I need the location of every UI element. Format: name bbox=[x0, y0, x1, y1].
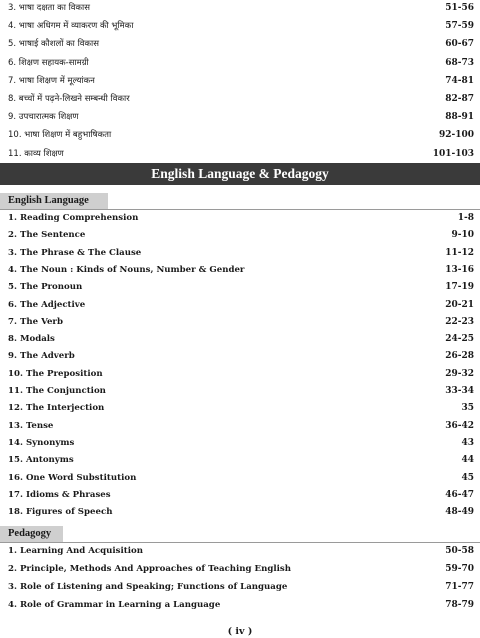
toc-entry bbox=[0, 146, 480, 162]
toc-entry bbox=[0, 543, 480, 559]
toc-entry-title: 4. The Noun : Kinds of Nouns, Number & Gender bbox=[8, 264, 245, 275]
toc-entry-title: 1. Reading Comprehension bbox=[8, 213, 139, 223]
toc-entry-title: 5. भाषाई कौशलों का विकास bbox=[8, 39, 99, 50]
toc-entry-pages: 33-34 bbox=[445, 386, 474, 396]
toc-entry-pages: 11-12 bbox=[445, 247, 474, 258]
toc-entry bbox=[0, 348, 480, 364]
toc-entry bbox=[0, 314, 480, 330]
toc-entry bbox=[0, 279, 480, 295]
toc-entry bbox=[0, 331, 480, 347]
toc-entry-pages: 9-10 bbox=[451, 230, 474, 241]
toc-entry-pages: 45 bbox=[461, 472, 474, 483]
toc-entry bbox=[0, 0, 480, 16]
toc-entry-pages: 101-103 bbox=[432, 148, 474, 159]
toc-entry-title: 11. काव्य शिक्षण bbox=[8, 148, 64, 159]
toc-entry-title: 13. Tense bbox=[8, 420, 54, 431]
toc-entry-pages: 20-21 bbox=[445, 299, 474, 310]
english-language-heading: English Language bbox=[0, 193, 108, 209]
toc-entry-title: 6. शिक्षण सहायक-सामग्री bbox=[8, 57, 89, 68]
toc-entry-pages: 46-47 bbox=[445, 489, 474, 500]
toc-entry-title: 2. Principle, Methods And Approaches of Teaching English bbox=[8, 564, 291, 575]
toc-entry-pages: 82-87 bbox=[445, 94, 474, 104]
toc-entry-title: 3. The Phrase & The Clause bbox=[8, 247, 142, 258]
toc-entry-pages: 50-58 bbox=[445, 546, 474, 556]
page-number-footer: ( iv ) bbox=[227, 626, 253, 637]
toc-entry-pages: 88-91 bbox=[445, 112, 474, 123]
toc-entry bbox=[0, 383, 480, 399]
toc-entry bbox=[0, 400, 480, 416]
toc-entry-title: 2. The Sentence bbox=[8, 230, 86, 241]
toc-entry-title: 14. Synonyms bbox=[8, 437, 75, 448]
toc-entry-title: 9. The Adverb bbox=[8, 351, 75, 362]
pedagogy-heading: Pedagogy bbox=[0, 526, 63, 542]
toc-entry-pages: 13-16 bbox=[445, 264, 474, 275]
toc-entry-title: 8. Modals bbox=[8, 334, 55, 345]
toc-entry-pages: 48-49 bbox=[445, 507, 474, 518]
toc-entry bbox=[0, 109, 480, 125]
toc-entry bbox=[0, 487, 480, 503]
toc-entry-pages: 51-56 bbox=[445, 3, 474, 13]
toc-entry bbox=[0, 435, 480, 451]
toc-entry-pages: 57-59 bbox=[445, 21, 474, 32]
toc-entry-title: 16. One Word Substitution bbox=[8, 472, 137, 483]
toc-entry bbox=[0, 18, 480, 34]
toc-entry-title: 6. The Adjective bbox=[8, 299, 86, 310]
toc-entry-title: 8. बच्चों में पढ़ने-लिखने सम्बन्धी विकार bbox=[8, 94, 130, 104]
toc-entry bbox=[0, 504, 480, 520]
toc-entry-pages: 35 bbox=[461, 403, 474, 414]
toc-entry-pages: 74-81 bbox=[445, 75, 474, 86]
toc-entry-pages: 71-77 bbox=[445, 582, 474, 593]
toc-entry-pages: 17-19 bbox=[445, 282, 474, 293]
toc-entry bbox=[0, 227, 480, 243]
toc-entry-pages: 68-73 bbox=[445, 57, 474, 68]
toc-entry-pages: 26-28 bbox=[445, 351, 474, 362]
toc-entry-pages: 92-100 bbox=[438, 130, 474, 141]
toc-entry bbox=[0, 55, 480, 71]
toc-entry bbox=[0, 470, 480, 486]
toc-entry-title: 3. भाषा दक्षता का विकास bbox=[8, 3, 90, 13]
toc-entry bbox=[0, 262, 480, 278]
toc-entry bbox=[0, 73, 480, 89]
toc-entry bbox=[0, 418, 480, 434]
toc-entry-title: 11. The Conjunction bbox=[8, 386, 106, 396]
toc-entry-title: 18. Figures of Speech bbox=[8, 507, 113, 518]
toc-entry bbox=[0, 366, 480, 382]
section-banner: English Language & Pedagogy bbox=[0, 163, 480, 185]
toc-entry-pages: 60-67 bbox=[445, 39, 474, 50]
toc-entry-title: 1. Learning And Acquisition bbox=[8, 546, 143, 556]
toc-entry bbox=[0, 452, 480, 468]
toc-entry-pages: 1-8 bbox=[457, 213, 474, 223]
toc-entry bbox=[0, 127, 480, 143]
toc-entry bbox=[0, 91, 480, 107]
toc-entry-pages: 43 bbox=[461, 437, 474, 448]
toc-entry-title: 10. भाषा शिक्षण में बहुभाषिकता bbox=[8, 130, 112, 141]
toc-entry-pages: 22-23 bbox=[445, 316, 474, 327]
toc-entry bbox=[0, 210, 480, 226]
toc-entry-title: 7. भाषा शिक्षण में मूल्यांकन bbox=[8, 75, 95, 86]
toc-entry bbox=[0, 597, 480, 613]
toc-entry-title: 9. उपचारात्मक शिक्षण bbox=[8, 112, 79, 123]
toc-entry bbox=[0, 245, 480, 261]
toc-entry-title: 15. Antonyms bbox=[8, 455, 74, 466]
toc-entry-pages: 78-79 bbox=[445, 600, 474, 611]
toc-entry-pages: 24-25 bbox=[445, 334, 474, 345]
toc-entry-title: 10. The Preposition bbox=[8, 368, 103, 379]
toc-entry-pages: 36-42 bbox=[445, 420, 474, 431]
toc-entry-title: 12. The Interjection bbox=[8, 403, 105, 414]
toc-entry-pages: 44 bbox=[461, 455, 474, 466]
toc-entry bbox=[0, 561, 480, 577]
toc-entry bbox=[0, 297, 480, 313]
toc-entry bbox=[0, 36, 480, 52]
toc-entry-title: 4. Role of Grammar in Learning a Language bbox=[8, 600, 221, 611]
toc-entry-title: 3. Role of Listening and Speaking; Functions of Language bbox=[8, 582, 288, 593]
toc-entry-title: 17. Idioms & Phrases bbox=[8, 489, 111, 500]
toc-entry-title: 5. The Pronoun bbox=[8, 282, 83, 293]
toc-entry-title: 4. भाषा अधिगम में व्याकरण की भूमिका bbox=[8, 21, 134, 32]
toc-entry-pages: 59-70 bbox=[445, 564, 474, 575]
toc-entry bbox=[0, 579, 480, 595]
toc-entry-title: 7. The Verb bbox=[8, 316, 63, 327]
toc-entry-pages: 29-32 bbox=[445, 368, 474, 379]
